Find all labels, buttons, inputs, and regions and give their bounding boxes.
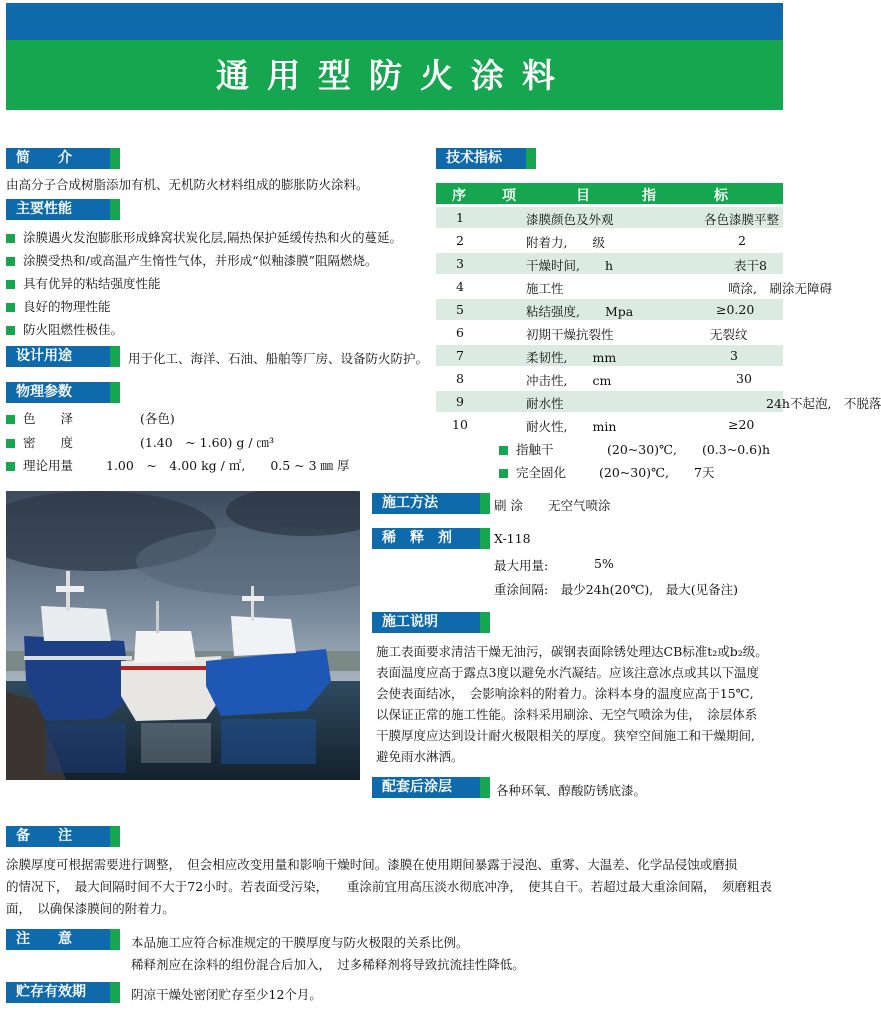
boats-photo: [6, 491, 360, 780]
bullet-icon: [6, 257, 15, 266]
performance-item: [6, 274, 161, 292]
spec-row-value: 喷涂, 刷涂无障碍: [728, 281, 832, 296]
performance-item-text: 防火阻燃性极佳。: [23, 322, 124, 337]
performance-item: [6, 320, 123, 338]
spec-row-item: 漆膜颜色及外观: [526, 212, 614, 227]
dry-touch-value: (20~30)℃, (0.3~0.6)h: [607, 442, 771, 457]
spec-row-shade: [436, 391, 783, 412]
density-label: 密 度: [23, 435, 74, 450]
performance-item: [6, 297, 111, 315]
spec-row-item: 附着力, 级: [526, 235, 605, 250]
spec-row-value: 2: [738, 233, 746, 248]
bullet-icon: [6, 326, 15, 335]
performance-item-text: 涂膜遇火发泡膨胀形成蜂窝状炭化层,隔热保护延缓传热和火的蔓延。: [23, 230, 402, 245]
bullet-icon: [6, 303, 15, 312]
physical-usage-row: [6, 456, 350, 474]
spec-row: [436, 253, 881, 274]
spec-row-no: 10: [452, 417, 468, 432]
physical-color-row: [6, 409, 175, 427]
spec-row-no: 1: [456, 210, 464, 225]
color-label: 色 泽: [23, 411, 74, 426]
performance-item: [6, 251, 378, 269]
spec-row-no: 9: [456, 394, 464, 409]
spec-row: [436, 368, 881, 389]
spec-row-item: 干燥时间, h: [526, 258, 614, 273]
instructions-line: 会使表面结冰， 会影响涂料的附着力。涂料本身的温度应高于15℃,: [376, 686, 754, 701]
intro-text: 由高分子合成树脂添加有机、无机防火材料组成的膨胀防火涂料。: [6, 177, 369, 192]
instructions-line: 干膜厚度应达到设计耐火极限相关的厚度。狭窄空间施工和干燥期间,: [376, 728, 755, 743]
full-cure-value: (20~30)℃, 7天: [599, 465, 715, 480]
spec-row-shade: [436, 230, 783, 251]
dry-touch-row: [499, 440, 771, 458]
section-header-instructions: 施工说明: [372, 612, 480, 633]
spec-row-item: 耐水性: [526, 396, 564, 411]
thinner-max-row: [494, 556, 614, 574]
subsequent-text: 各种环氧、醇酸防锈底漆。: [496, 783, 647, 798]
section-header-storage: 贮存有效期: [6, 982, 110, 1003]
spec-row-value: 无裂纹: [710, 327, 748, 342]
storage-text: 阴凉干燥处密闭贮存至少12个月。: [131, 987, 322, 1002]
spec-row: [436, 230, 881, 251]
spec-row-no: 8: [456, 371, 464, 386]
performance-item: [6, 228, 402, 246]
performance-item-text: 具有优异的粘结强度性能: [23, 276, 161, 291]
spec-row-no: 2: [456, 233, 464, 248]
spec-row: [436, 207, 881, 228]
bullet-icon: [6, 280, 15, 289]
spec-row-value: 各色漆膜平整: [704, 212, 780, 227]
performance-item-text: 良好的物理性能: [23, 299, 111, 314]
density-value: (1.40 ~ 1.60) g / ㎝³: [140, 435, 275, 450]
remarks-line: 面， 以确保漆膜间的附着力。: [6, 901, 175, 916]
notice-line-1: 本品施工应符合标准规定的干膜厚度与防火极限的关系比例。: [131, 935, 469, 950]
spec-row: [436, 414, 881, 435]
spec-row-item: 冲击性, cm: [526, 373, 612, 388]
spec-row-item: 初期干燥抗裂性: [526, 327, 614, 342]
spec-row-value: 30: [736, 371, 752, 386]
bullet-icon: [6, 462, 15, 471]
section-header-subsequent: 配套后涂层: [372, 777, 480, 798]
spec-row: [436, 276, 881, 297]
section-header-method: 施工方法: [372, 493, 480, 514]
bullet-icon: [499, 446, 508, 455]
spec-row-no: 5: [456, 302, 464, 317]
page-title: 通用型防火涂料: [216, 56, 573, 95]
usage-amount-value: 1.00 ~ 4.00 kg / ㎡, 0.5 ~ 3 ㎜ 厚: [106, 458, 350, 473]
banner-top-band: [6, 3, 783, 40]
spec-row-item: 粘结强度, Mpa: [526, 304, 634, 319]
section-header-physical: 物理参数: [6, 382, 110, 403]
spec-row-item: 施工性: [526, 281, 564, 296]
section-header-performance: 主要性能: [6, 199, 110, 220]
bullet-icon: [499, 469, 508, 478]
section-header-notice: 注 意: [6, 929, 110, 950]
instructions-line: 以保证正常的施工性能。涂料采用刷涂、无空气喷涂为佳， 涂层体系: [376, 707, 758, 722]
spec-row-value: 24h不起泡, 不脱落: [766, 396, 881, 411]
notice-line-2: 稀释剂应在涂料的组份混合后加入， 过多稀释剂将导致抗流挂性降低。: [131, 957, 525, 972]
thinner-recoat: 重涂间隔: 最少24h(20℃), 最大(见备注): [494, 582, 739, 597]
spec-row: [436, 322, 881, 343]
spec-table-header: [436, 183, 783, 204]
section-header-tech: 技术指标: [436, 148, 526, 169]
spec-row-no: 3: [456, 256, 464, 271]
remarks-line: 的情况下， 最大间隔时间不大于72小时。若表面受污染， 重涂前宜用高压淡水彻底冲净， 使其自干。若超过最大重涂间隔， 须磨粗表: [6, 879, 772, 894]
instructions-line: 避免雨水淋洒。: [376, 749, 464, 764]
spec-row: [436, 299, 881, 320]
spec-row-no: 7: [456, 348, 464, 363]
spec-row: [436, 345, 881, 366]
col-item-a: 项: [502, 188, 516, 204]
usage-amount-label: 理论用量: [23, 458, 74, 473]
instructions-line: 表面温度应高于露点3度以避免水汽凝结。应该注意冰点或其以下温度: [376, 665, 759, 680]
spec-row-no: 6: [456, 325, 464, 340]
bullet-icon: [6, 234, 15, 243]
spec-row-value: ≥0.20: [716, 302, 755, 317]
remarks-line: 涂膜厚度可根据需要进行调整， 但会相应改变用量和影响干燥时间。漆膜在使用期间暴露于浸泡、重雾、大温差、化学品侵蚀或磨损: [6, 857, 738, 872]
usage-text: 用于化工、海洋、石油、船舶等厂房、设备防火防护。: [128, 351, 429, 366]
section-header-thinner: 稀 释 剂: [372, 528, 480, 549]
bullet-icon: [6, 439, 15, 448]
thinner-code: X-118: [494, 531, 531, 546]
col-spec-a: 指: [642, 188, 656, 204]
spec-row-item: 耐火性, min: [526, 419, 617, 434]
performance-item-text: 涂膜受热和/或高温产生惰性气体，并形成“似釉漆膜”阻隔燃烧。: [23, 253, 378, 268]
spec-row-value: 表干8: [734, 258, 767, 273]
bullet-icon: [6, 415, 15, 424]
section-header-usage: 设计用途: [6, 346, 110, 367]
spec-row-item: 柔韧性, mm: [526, 350, 617, 365]
instructions-line: 施工表面要求清洁干燥无油污，碳钢表面除锈处理达CB标准t₂或b₂级。: [376, 644, 768, 659]
section-header-intro: 简 介: [6, 148, 110, 169]
thinner-max-value: 5%: [594, 556, 614, 571]
col-spec-b: 标: [714, 188, 728, 204]
full-cure-label: 完全固化: [516, 465, 567, 480]
physical-density-row: [6, 433, 275, 451]
col-no: 序: [452, 188, 466, 204]
spec-row: [436, 391, 881, 412]
full-cure-row: [499, 463, 715, 481]
thinner-max-label: 最大用量:: [494, 558, 549, 573]
color-value: (各色): [140, 411, 175, 426]
section-header-remarks: 备 注: [6, 826, 110, 847]
spec-row-no: 4: [456, 279, 464, 294]
method-text: 刷 涂 无空气喷涂: [494, 498, 611, 513]
spec-row-value: 3: [730, 348, 738, 363]
spec-row-value: ≥20: [728, 417, 755, 432]
dry-touch-label: 指触干: [516, 442, 554, 457]
col-item-b: 目: [576, 188, 590, 204]
